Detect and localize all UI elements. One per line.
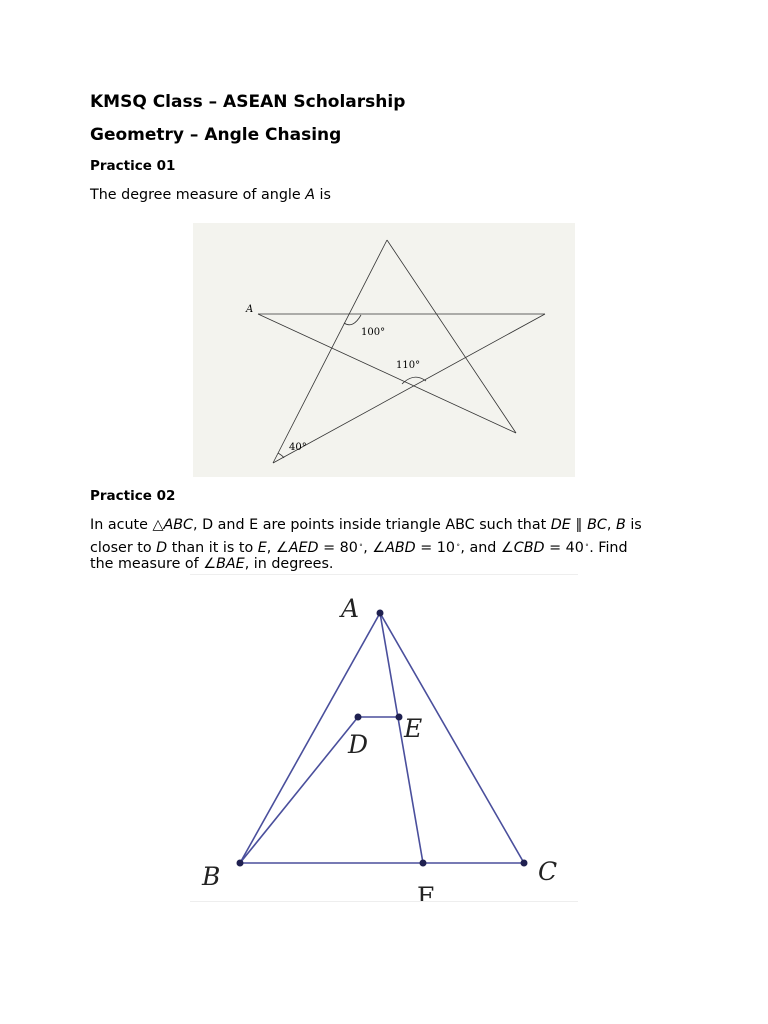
star-edge	[387, 240, 516, 433]
label-d: D	[348, 730, 369, 759]
angle-label-110: 110°	[396, 360, 421, 371]
practice-02-line-2: closer to D than it is to E, ∠AED = 80∘, ∠ABD = 10∘, and ∠CBD = 40∘. Find	[90, 539, 628, 556]
practice-02-line-1: In acute △ABC, D and E are points inside triangle ABC such that DE ∥ BC, B is	[90, 517, 642, 533]
label-a: A	[341, 594, 360, 623]
point-f	[420, 860, 427, 867]
angle-label-40: 40°	[289, 442, 307, 453]
star-figure	[193, 223, 575, 477]
star-edge	[273, 314, 545, 463]
angle-variable: A	[305, 187, 315, 203]
practice-01-question	[90, 186, 331, 206]
point-e	[396, 714, 403, 721]
label-e: E	[404, 714, 423, 743]
star-edge	[258, 314, 516, 433]
angle-label-100: 100°	[361, 327, 386, 338]
label-c: C	[538, 857, 558, 886]
label-f: F	[417, 882, 435, 901]
point-c	[521, 860, 528, 867]
segment-bd	[240, 717, 358, 863]
label-b: B	[202, 862, 221, 891]
question-text: The degree measure of angle	[90, 187, 306, 203]
practice-01-heading: Practice 01	[90, 158, 176, 174]
triangle-figure	[190, 574, 578, 902]
star-diagram	[193, 223, 575, 477]
triangle-diagram	[190, 575, 578, 901]
practice-02-line-3: the measure of ∠BAE, in degrees.	[90, 556, 334, 572]
document-title: KMSQ Class – ASEAN Scholarship	[90, 92, 406, 112]
star-edge	[273, 240, 387, 463]
angle-arc-40	[278, 453, 284, 458]
point-d	[355, 714, 362, 721]
point-a	[377, 610, 384, 617]
practice-02-heading: Practice 02	[90, 488, 176, 504]
question-text-end: is	[315, 187, 331, 203]
angle-arc-110	[402, 377, 426, 384]
point-b	[237, 860, 244, 867]
label-a: A	[246, 304, 254, 315]
section-title: Geometry – Angle Chasing	[90, 125, 342, 145]
